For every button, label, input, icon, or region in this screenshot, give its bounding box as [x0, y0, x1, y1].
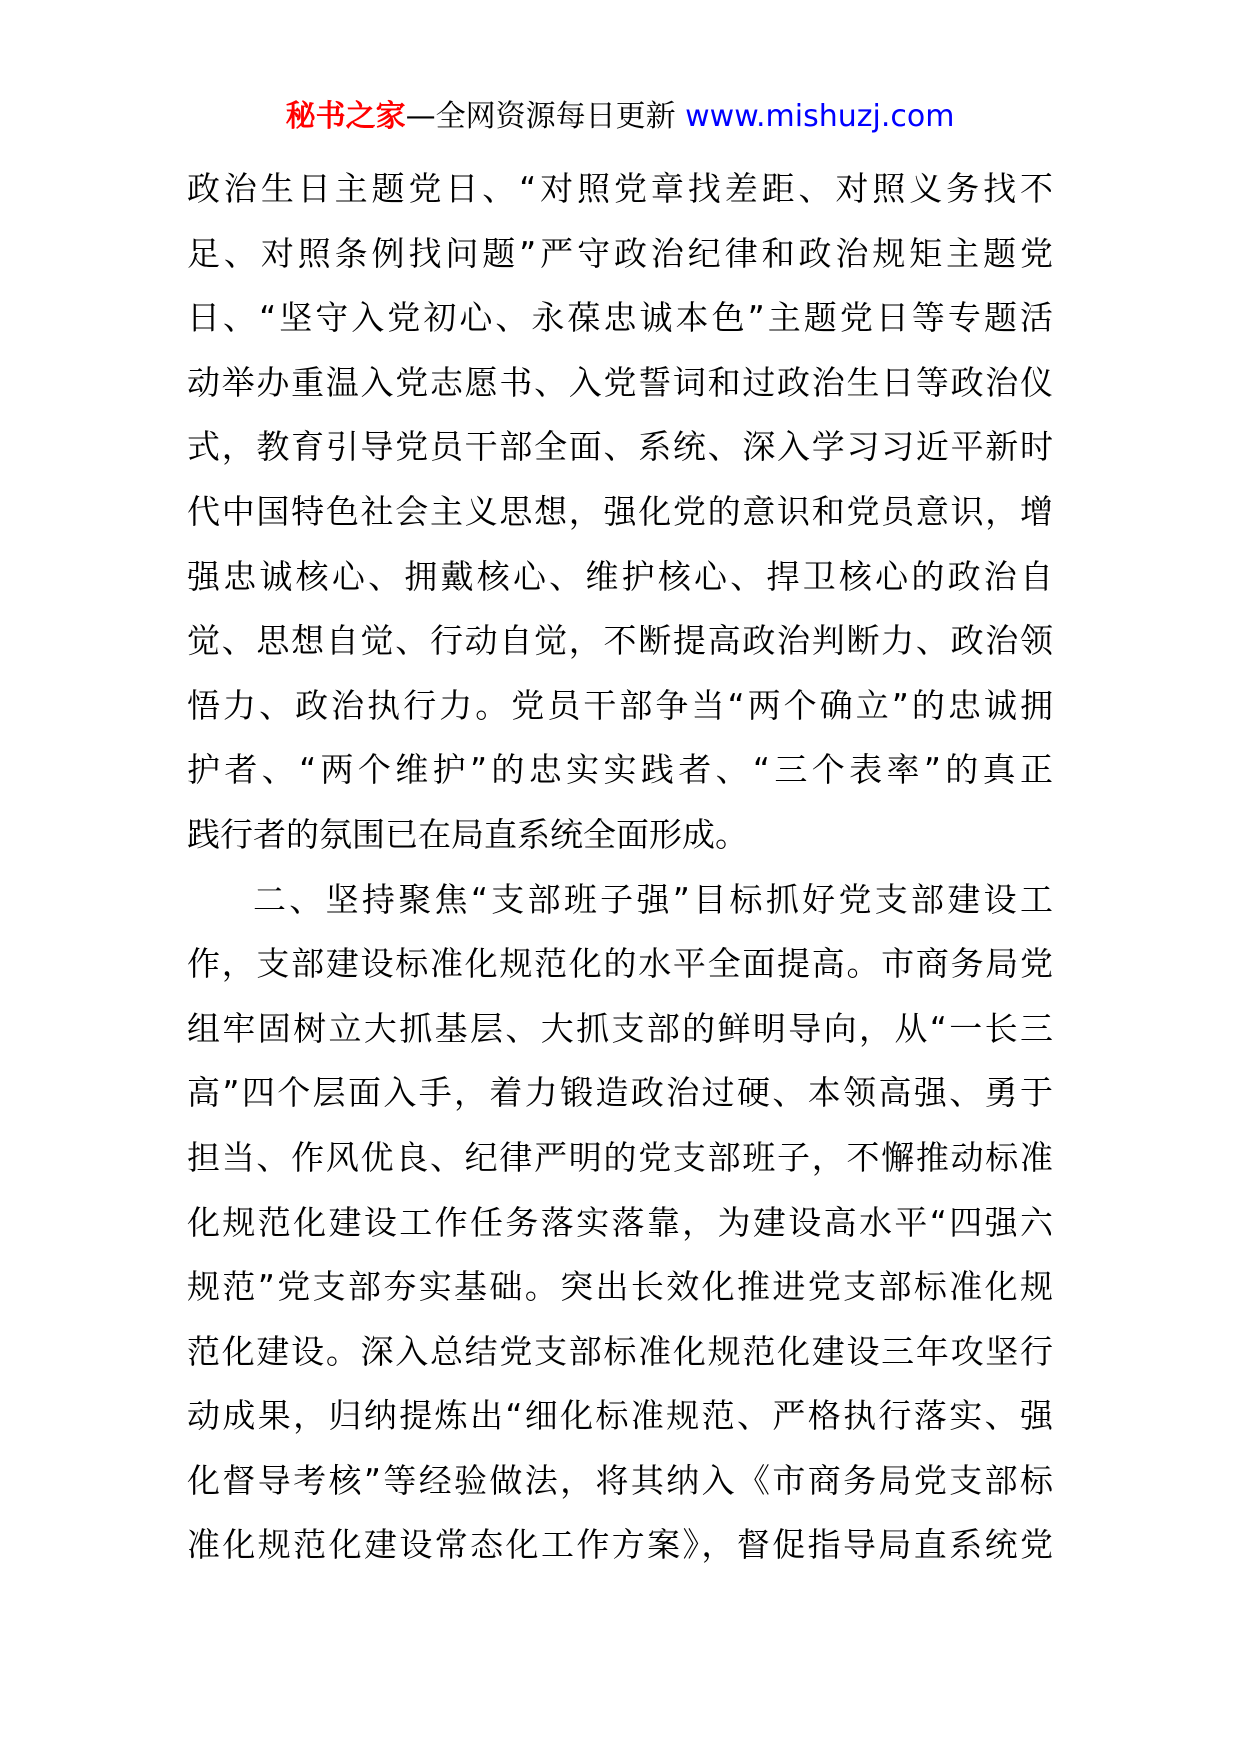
text-line: 准化规范化建设常态化工作方案》，督促指导局直系统党 — [187, 1525, 1053, 1565]
text-line: 政治生日主题党日、“对照党章找差距、对照义务找不 — [187, 169, 1053, 208]
text-line: 范化建设。深入总结党支部标准化规范化建设三年攻坚行 — [187, 1331, 1053, 1371]
text-line: 护者、“两个维护”的忠实实践者、“三个表率”的真正 — [187, 750, 1053, 790]
text-line: 组牢固树立大抓基层、大抓支部的鲜明导向，从“一长三 — [187, 1008, 1053, 1048]
text-line: 日、“坚守入党初心、永葆忠诚本色”主题党日等专题活 — [187, 298, 1053, 338]
document-body — [187, 157, 1053, 1578]
text-line: 悟力、政治执行力。党员干部争当“两个确立”的忠诚拥 — [187, 685, 1053, 725]
site-header — [0, 97, 1240, 137]
text-line: 动举办重温入党志愿书、入党誓词和过政治生日等政治仪 — [187, 362, 1053, 402]
text-line: 规范”党支部夯实基础。突出长效化推进党支部标准化规 — [187, 1267, 1053, 1307]
text-line: 化规范化建设工作任务落实落靠，为建设高水平“四强六 — [187, 1202, 1053, 1242]
text-line: 觉、思想自觉、行动自觉，不断提高政治判断力、政治领 — [187, 621, 1053, 661]
text-line: 强忠诚核心、拥戴核心、维护核心、捍卫核心的政治自 — [187, 556, 1053, 596]
text-line: 代中国特色社会主义思想，强化党的意识和党员意识，增 — [187, 491, 1053, 531]
text-line: 化督导考核”等经验做法，将其纳入《市商务局党支部标 — [187, 1460, 1053, 1500]
text-line: 足、对照条例找问题”严守政治纪律和政治规矩主题党 — [187, 233, 1053, 273]
text-line: 式，教育引导党员干部全面、系统、深入学习习近平新时 — [187, 427, 1053, 467]
text-line: 践行者的氛围已在局直系统全面形成。 — [187, 814, 748, 854]
text-line: 担当、作风优良、纪律严明的党支部班子，不懈推动标准 — [187, 1137, 1053, 1177]
site-url-link[interactable]: www.mishuzj.com — [685, 99, 955, 134]
text-line: 高”四个层面入手，着力锻造政治过硬、本领高强、勇于 — [187, 1073, 1053, 1113]
text-line: 作，支部建设标准化规范化的水平全面提高。市商务局党 — [187, 944, 1053, 984]
brand-name: 秘书之家 — [285, 99, 406, 134]
text-line: 动成果，归纳提炼出“细化标准规范、严格执行落实、强 — [187, 1396, 1053, 1436]
header-tagline: —全网资源每日更新 — [405, 99, 686, 134]
section-heading-line: 二、坚持聚焦“支部班子强”目标抓好党支部建设工 — [253, 879, 1053, 919]
